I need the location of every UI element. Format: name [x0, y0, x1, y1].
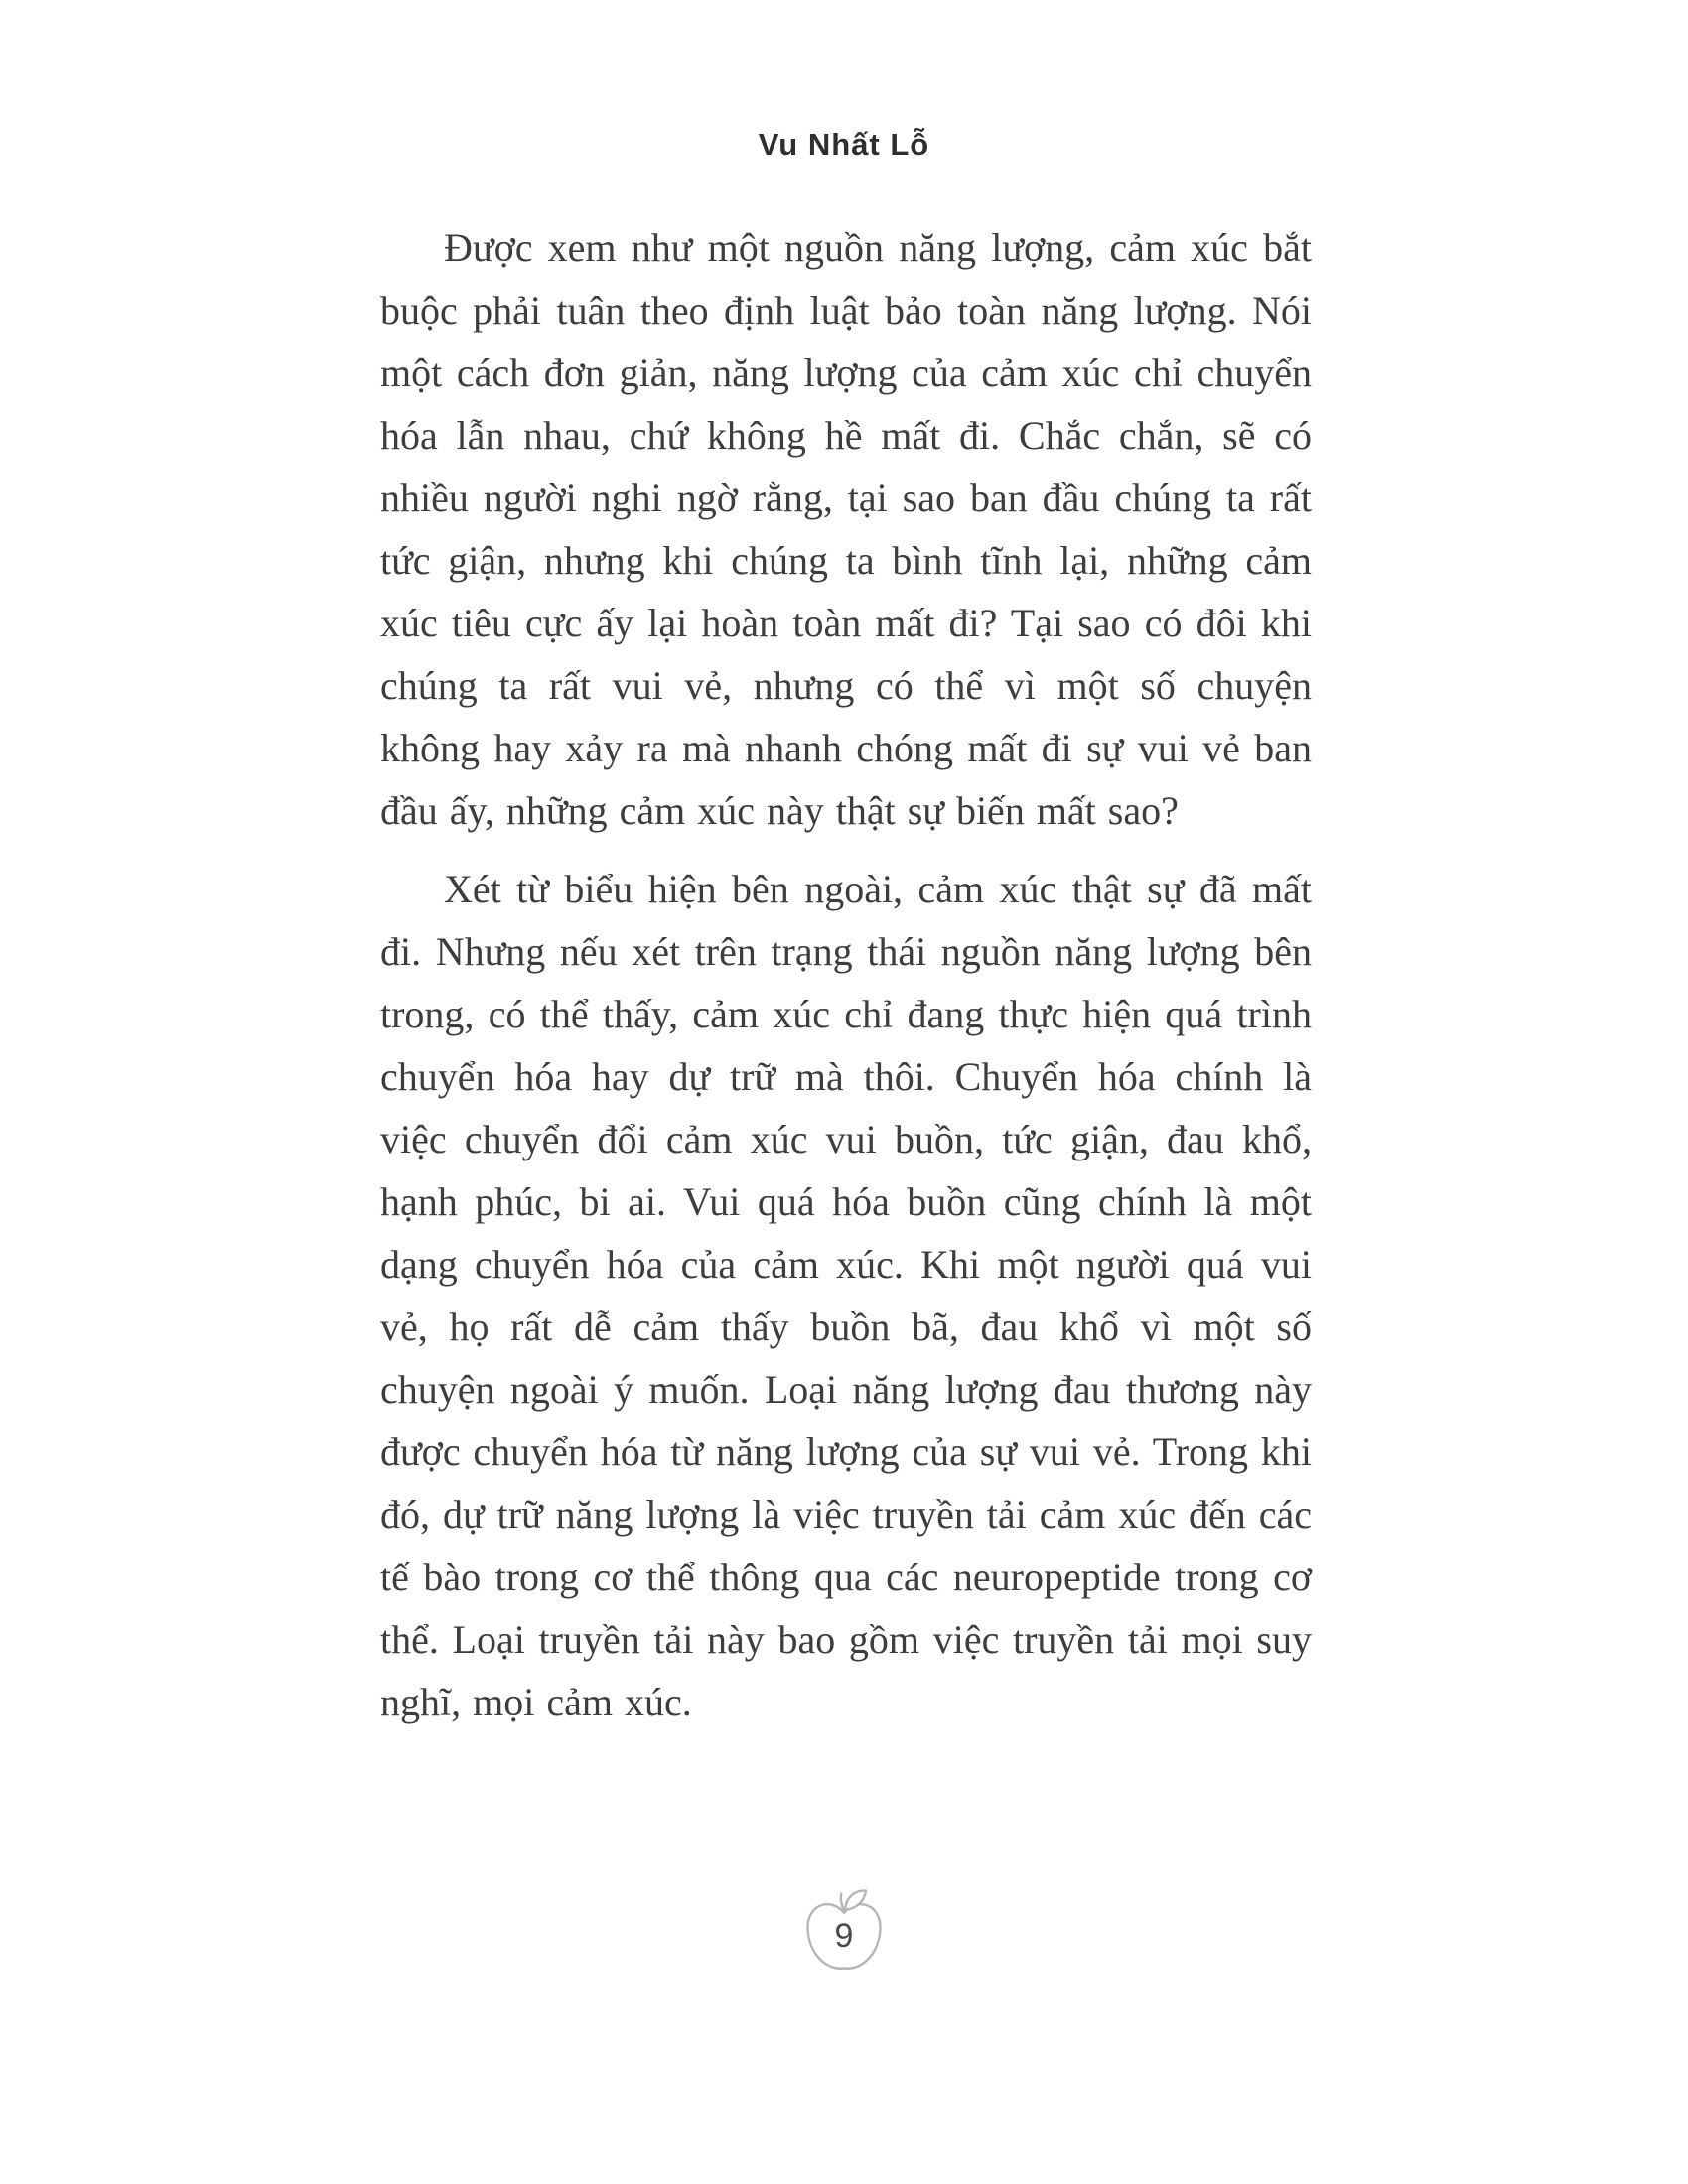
paragraph: Xét từ biểu hiện bên ngoài, cảm xúc thật sự đã mất đi. Nhưng nếu xét trên trạng thái nguồn năng lượng bên trong, có thể thấy, cảm xúc chỉ đang thực hiện quá trình chuyển hóa hay dự trữ mà thôi. Chuyển hóa chính là việc chuyển đổi cảm xúc vui buồn, tức giận, đau khổ, hạnh phúc, bi ai. Vui quá hóa buồn cũng chính là một dạng chuyển hóa của cảm xúc. Khi một người quá vui vẻ, họ rất dễ cảm thấy buồn bã, đau khổ vì một số chuyện ngoài ý muốn. Loại năng lượng đau thương này được chuyển hóa từ năng lượng của sự vui vẻ. Trong khi đó, dự trữ năng lượng là việc truyền tải cảm xúc đến các tế bào trong cơ thể thông qua các neuropeptide trong cơ thể. Loại truyền tải này bao gồm việc truyền tải mọi suy nghĩ, mọi cảm xúc.: [380, 867, 1312, 1724]
page-title: Vu Nhất Lỗ: [758, 127, 930, 162]
page-number-badge: [796, 1881, 892, 1980]
page-body-text: [380, 216, 1312, 1749]
page-footer: [0, 1881, 1688, 1980]
page-number: 9: [834, 1917, 854, 1955]
paragraph: Được xem như một nguồn năng lượng, cảm xúc bắt buộc phải tuân theo định luật bảo toàn năng lượng. Nói một cách đơn giản, năng lượng của cảm xúc chỉ chuyển hóa lẫn nhau, chứ không hề mất đi. Chắc chắn, sẽ có nhiều người nghi ngờ rằng, tại sao ban đầu chúng ta rất tức giận, nhưng khi chúng ta bình tĩnh lại, những cảm xúc tiêu cực ấy lại hoàn toàn mất đi? Tại sao có đôi khi chúng ta rất vui vẻ, nhưng có thể vì một số chuyện không hay xảy ra mà nhanh chóng mất đi sự vui vẻ ban đầu ấy, những cảm xúc này thật sự biến mất sao?: [380, 225, 1312, 833]
